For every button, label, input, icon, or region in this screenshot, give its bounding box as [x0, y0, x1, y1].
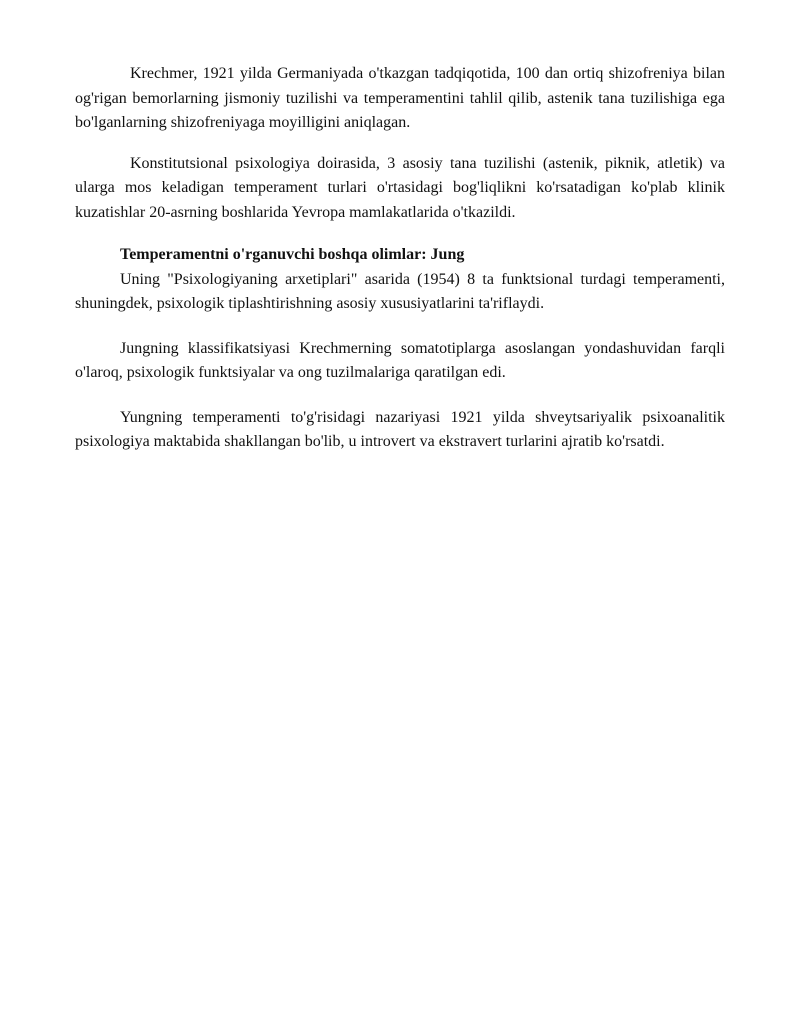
- paragraph-krechmer-study: Krechmer, 1921 yilda Germaniyada o'tkazgan tadqiqotida, 100 dan ortiq shizofreniya bilan og'rigan bemorlarning jismoniy tuzilishi va temperamentini tahlil qilib, astenik tana tuzilishiga ega bo'lganlarning shizofreniyaga moyilligini aniqlagan.: [75, 65, 725, 131]
- paragraph-jung-classification: Jungning klassifikatsiyasi Krechmerning somatotiplarga asoslangan yondashuvidan farqli o'laroq, psixologik funktsiyalar va ong tuzilmalariga qaratilgan edi.: [75, 339, 725, 381]
- document-page: [75, 62, 725, 455]
- paragraph-jung-archetypes: Uning "Psixologiyaning arxetiplari" asarida (1954) 8 ta funktsional turdagi temperamenti, shuningdek, psixologik tiplashtirishning asosiy xususiyatlarini ta'riflaydi.: [75, 270, 725, 312]
- section-heading: Temperamentni o'rganuvchi boshqa olimlar: Jung: [120, 246, 465, 263]
- paragraph-jung-theory: Yungning temperamenti to'g'risidagi nazariyasi 1921 yilda shveytsariyalik psixoanalitik psixologiya maktabida shakllangan bo'lib, u introvert va ekstravert turlarini ajratib ko'rsatdi.: [75, 408, 725, 450]
- paragraph-constitutional-psychology: Konstitutsional psixologiya doirasida, 3 asosiy tana tuzilishi (astenik, piknik, atletik) va ularga mos keladigan temperament turlari o'rtasidagi bog'liqlikni ko'rsatadigan ko'plab klinik kuzatishlar 20-asrning boshlarida Yevropa mamlakatlarida o'tkazildi.: [75, 154, 725, 221]
